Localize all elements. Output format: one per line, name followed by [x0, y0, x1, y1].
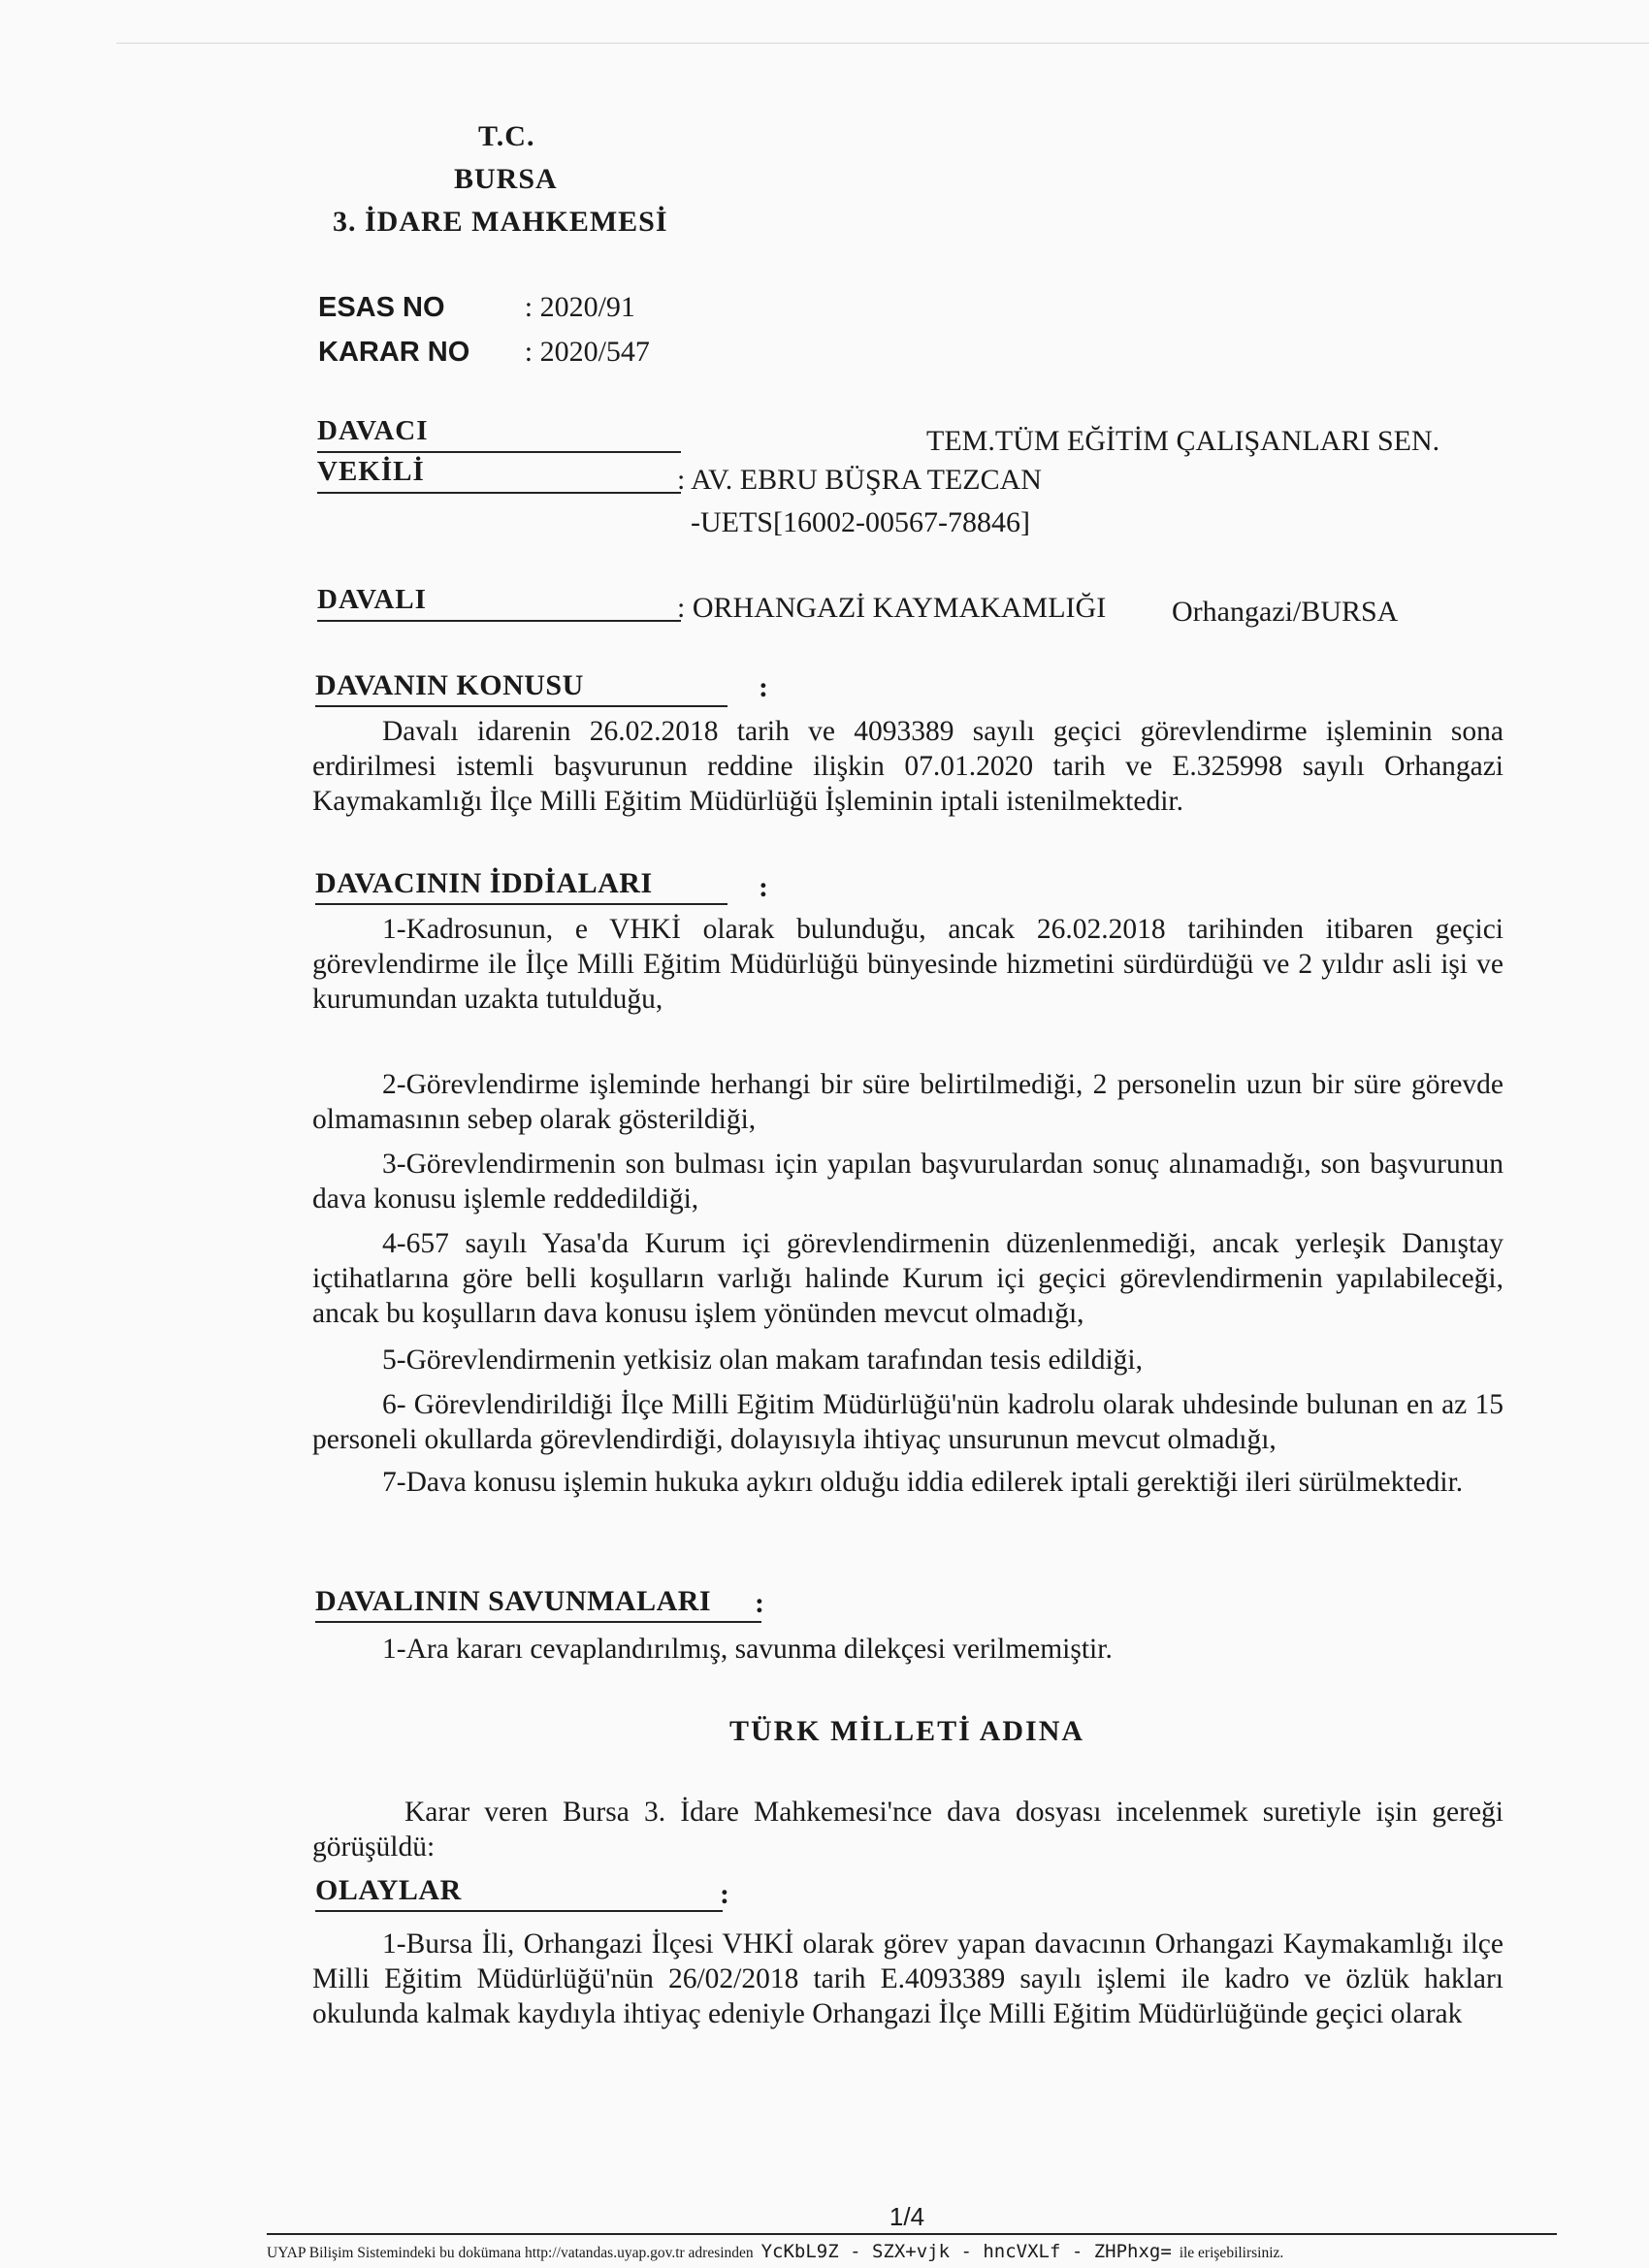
footer [267, 2241, 1557, 2262]
olaylar-title: OLAYLAR [315, 1874, 723, 1912]
davaci-value: TEM.TÜM EĞİTİM ÇALIŞANLARI SEN. [926, 425, 1440, 457]
court-name: 3. İDARE MAHKEMESİ [333, 206, 668, 238]
iddia-6: 6- Görevlendirildiği İlçe Milli Eğitim Müdürlüğü'nün kadrolu olarak uhdesinde bulunan en az 15 personeli okullarda görevlendirdiği, dolayısıyla ihtiyaç unsurunun mevcut olmadığı, [312, 1389, 1504, 1455]
footer-code: YcKbL9Z - SZX+vjk - hncVXLf - ZHPhxg= [760, 2241, 1172, 2262]
konu-text: Davalı idarenin 26.02.2018 tarih ve 4093389 sayılı geçici görevlendirme işleminin sona erdirilmesi istemli başvurunun reddine ilişkin 07.01.2020 tarih ve E.325998 sayılı Orhangazi Kaymakamlığı İlçe Milli Eğitim Müdürlüğü İşleminin iptali istenilmektedir. [312, 716, 1504, 817]
olaylar-colon: : [720, 1878, 729, 1910]
court-tc: T.C. [478, 120, 535, 152]
court-city: BURSA [454, 163, 558, 195]
savunma-title: DAVALININ SAVUNMALARI [315, 1585, 761, 1623]
iddia-7: 7-Dava konusu işlemin hukuka aykırı olduğu iddia edilerek iptali gerektiği ileri sürülmektedir. [382, 1467, 1464, 1498]
esas-row [318, 289, 635, 324]
iddia-5: 5-Görevlendirmenin yetkisiz olan makam tarafından tesis edildiği, [382, 1345, 1143, 1376]
iddialar-colon: : [759, 871, 768, 903]
iddia-4: 4-657 sayılı Yasa'da Kurum içi görevlendirmenin düzenlenmediği, ancak yerleşik Danıştay içtihatlarına göre belli koşulların varlığı halinde Kurum içi geçici görevlendirmenin yapılabileceği, ancak bu koşulların dava konusu işlem yönünden mevcut olmadığı, [312, 1228, 1504, 1329]
footer-text: UYAP Bilişim Sistemindeki bu dokümana http://vatandas.uyap.gov.tr adresinden [267, 2245, 754, 2261]
konu-colon: : [759, 671, 768, 703]
page-number: 1/4 [889, 2202, 925, 2231]
iddia-1: 1-Kadrosunun, e VHKİ olarak bulunduğu, ancak 26.02.2018 tarihinden itibaren geçici görevlendirme ile İlçe Milli Eğitim Müdürlüğü bünyesinde hizmetini sürdürdüğü ve 2 yıldır asli işi ve kurumundan uzakta tutulduğu, [312, 914, 1504, 1015]
konu-title: DAVANIN KONUSU [315, 669, 728, 707]
davali-place: Orhangazi/BURSA [1172, 596, 1399, 628]
davali-value: : ORHANGAZİ KAYMAKAMLIĞI [677, 592, 1107, 624]
olaylar-1: 1-Bursa İli, Orhangazi İlçesi VHKİ olarak görev yapan davacının Orhangazi Kaymakamlığı ilçe Milli Eğitim Müdürlüğü'nün 26/02/2018 tarih E.4093389 sayılı işlemi ile kadro ve özlük hakları okulunda kalmak kaydıyla ihtiyaç edeniyle Orhangazi İlçe Milli Eğitim Müdürlüğünde geçici olarak [312, 1928, 1504, 2029]
esas-label: ESAS NO [318, 292, 445, 323]
davali-label: DAVALI [317, 584, 681, 622]
davaci-label: DAVACI [317, 415, 681, 453]
esas-value: : 2020/91 [524, 291, 635, 323]
top-scan-line [116, 43, 1649, 44]
karar-value: : 2020/547 [524, 336, 650, 368]
milleti-text: Karar veren Bursa 3. İdare Mahkemesi'nce dava dosyası incelenmek suretiyle işin gereği görüşüldü: [312, 1797, 1504, 1863]
iddia-2: 2-Görevlendirme işleminde herhangi bir süre belirtilmediği, 2 personelin uzun bir süre görevde olmamasının sebep olarak gösterildiği, [312, 1069, 1504, 1135]
savunma-colon: : [755, 1587, 764, 1619]
iddialar-title: DAVACININ İDDİALARI [315, 867, 728, 905]
iddia-3: 3-Görevlendirmenin son bulması için yapılan başvurulardan sonuç alınamadığı, son başvurunun dava konusu işlemle reddedildiği, [312, 1149, 1504, 1215]
vekili-label: VEKİLİ [317, 456, 681, 494]
karar-row [318, 334, 650, 369]
footer-line [267, 2233, 1557, 2235]
savunma-1: 1-Ara kararı cevaplandırılmış, savunma dilekçesi verilmemiştir. [382, 1634, 1113, 1665]
vekili-value: : AV. EBRU BÜŞRA TEZCAN [677, 464, 1042, 496]
milleti-title: TÜRK MİLLETİ ADINA [728, 1715, 1085, 1747]
footer-end: ile erişebilirsiniz. [1179, 2245, 1284, 2261]
karar-label: KARAR NO [318, 337, 470, 368]
vekili-uets: -UETS[16002-00567-78846] [691, 506, 1030, 538]
